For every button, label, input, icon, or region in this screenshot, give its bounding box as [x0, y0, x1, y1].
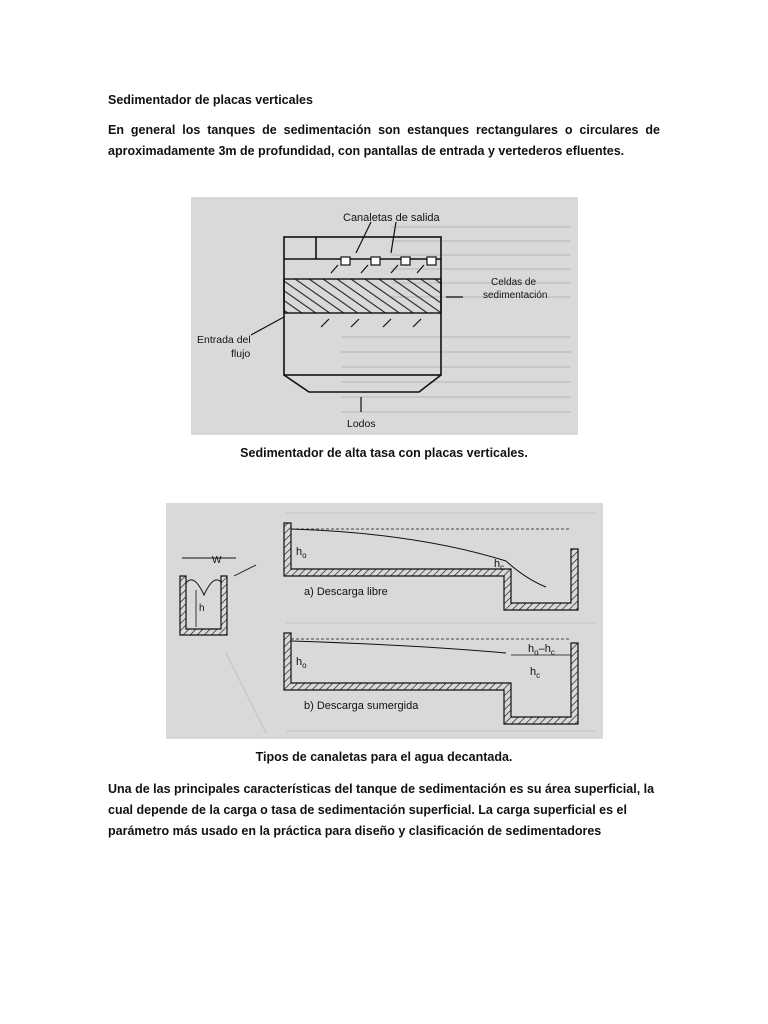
label-hc-b: $h_c$ — [530, 666, 541, 680]
closing-paragraph: Una de las principales características del tanque de sedimentación es su área superficial, la cual depende de la carga o tasa de sedimentación superficial. La carga superficial es el parámetro más usado en la práctica para diseño y clasificación de sedimentadores — [108, 782, 655, 838]
launder-types-figure — [166, 503, 603, 739]
label-celdas-1: Celdas de — [491, 277, 537, 288]
section-heading: Sedimentador de placas verticales — [108, 93, 313, 107]
figure2-caption: Tipos de canaletas para el agua decantada. — [255, 750, 513, 764]
label-ho-a: $h_o$ — [296, 546, 307, 560]
background-texture — [341, 227, 571, 412]
inclined-plates — [284, 279, 441, 313]
sedimentation-tank-figure — [191, 197, 578, 435]
tank-outline — [284, 237, 441, 392]
small-channel — [180, 558, 256, 635]
intro-paragraph: En general los tanques de sedimentación son estanques rectangulares o circulares de aproximadamente 3m de profundidad, con pantallas de entrada y vertederos efluentes. — [108, 123, 660, 158]
label-h: h — [199, 603, 205, 614]
sedimentation-tank-diagram — [191, 197, 578, 435]
label-lodos: Lodos — [347, 418, 376, 430]
label-descarga-libre: a) Descarga libre — [304, 586, 388, 598]
label-ho-hc: $h_o-h_c$ — [528, 643, 555, 657]
launder-types-diagram — [166, 503, 603, 739]
label-hc-a: $h_c$ — [494, 558, 505, 572]
figure1-caption: Sedimentador de alta tasa con placas verticales. — [240, 446, 528, 460]
label-entrada-2: flujo — [231, 348, 251, 360]
label-descarga-sumergida: b) Descarga sumergida — [304, 700, 419, 712]
label-w: W — [212, 555, 222, 566]
label-entrada-1: Entrada del — [197, 334, 251, 346]
label-canaletas: Canaletas de salida — [343, 212, 440, 224]
label-ho-b: $h_o$ — [296, 656, 307, 670]
label-celdas-2: sedimentación — [483, 290, 548, 301]
